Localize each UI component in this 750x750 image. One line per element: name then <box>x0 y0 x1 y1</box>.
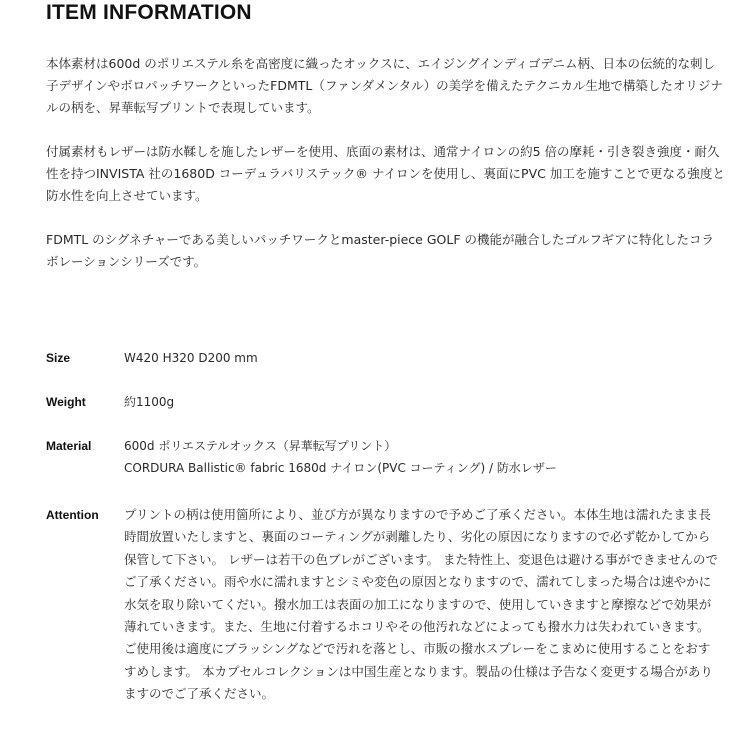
description-paragraph-3 <box>46 229 726 273</box>
description-text: FDMTL のシグネチャーである美しいパッチワークとmaster-piece GOLF の機能が融合したゴルフギアに特化したコラボレーションシリーズです。 <box>46 232 715 269</box>
spec-label-material: Material <box>46 439 92 453</box>
spec-value-size: W420 H320 D200 mm <box>124 351 258 365</box>
material-line-2: CORDURA Ballistic® fabric 1680d ナイロン(PVC コーティング) / 防水レザー <box>124 461 557 475</box>
section-heading: ITEM INFORMATION <box>46 1 252 24</box>
description-text: 本体素材は600d のポリエステル糸を高密度に織ったオックスに、エイジングインディゴデニム柄、日本の伝統的な刺し子デザインやボロパッチワークといったFDMTL（ファンダメンタル）の美学を備えたテクニカル生地で構築したオリジナルの柄を、昇華転写プリントで表現しています。 <box>46 56 723 115</box>
description-text: 付属素材もレザーは防水鞣しを施したレザーを使用、底面の素材は、通常ナイロンの約5 倍の摩耗・引き裂き強度・耐久性を持つINVISTA 社の1680D コーデュラバリステック® ナイロンを使用し、裏面にPVC 加工を施すことで更なる強度と防水性を向上させています。 <box>46 144 725 203</box>
description-paragraph-2 <box>46 141 726 207</box>
spec-value-material <box>124 435 724 479</box>
spec-value-attention: プリントの柄は使用箇所により、並び方が異なりますので予めご了承ください。本体生地は濡れたまま長時間放置いたしますと、裏面のコーティングが剥離したり、劣化の原因になりますので必ず乾かしてから保管して下さい。 レザーは若干の色ブレがございます。 また特性上、変退色は避ける事ができませんのでご了承ください。雨や水に濡れますとシミや変色の原因となりますので、濡れてしまった場合は速やかに水気を取り除いてくだい。撥水加工は表面の加工になりますので、使用していきますと摩擦などで効果が薄れていきます。また、生地に付着するホコリやその他汚れなどによっても撥水力は失われていきます。ご使用後は適度にブラッシングなどで汚れを落とし、市販の撥水スプレーをこまめに使用することをおすすめします。 本カプセルコレクションは中国生産となります。製品の仕様は予告なく変更する場合がありますのでご了承ください。 <box>124 507 718 702</box>
spec-value-weight: 約1100g <box>124 395 175 409</box>
spec-label-attention: Attention <box>46 508 99 522</box>
spec-label-size: Size <box>46 351 71 365</box>
spec-label-weight: Weight <box>46 395 86 409</box>
material-line-1: 600d ポリエステルオックス（昇華転写プリント） <box>124 439 397 453</box>
description-paragraph-1 <box>46 53 726 119</box>
